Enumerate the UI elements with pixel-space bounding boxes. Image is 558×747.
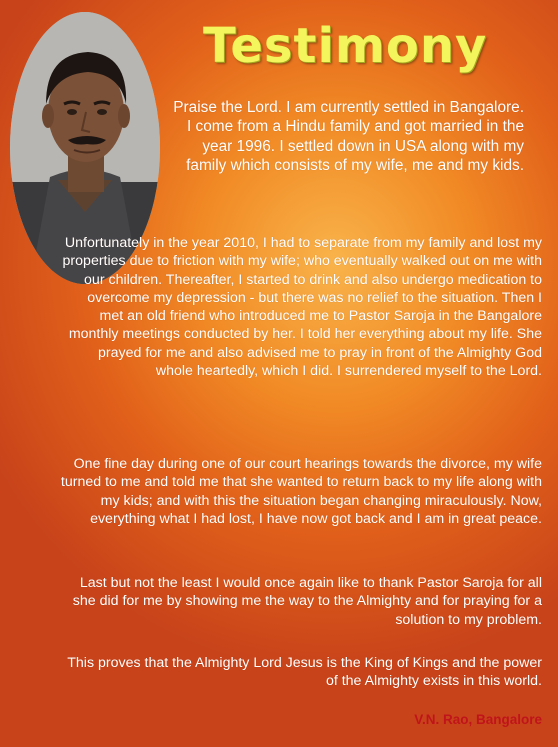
testimony-paragraph-1: Praise the Lord. I am currently settled in Bangalore. I come from a Hindu family and got married in the year 1996. I settled down in USA along with my family which consists of my wife, me and my kids. <box>173 99 524 175</box>
testimony-paragraph-5: This proves that the Almighty Lord Jesus is the King of Kings and the power of the Almighty exists in this world. <box>67 655 542 690</box>
testimony-paragraph-4: Last but not the least I would once again like to thank Pastor Saroja for all she did for me by showing me the way to the Almighty and for praying for a solution to my problem. <box>72 575 542 628</box>
signature: V.N. Rao, Bangalore <box>414 712 542 727</box>
testimony-paragraph-3: One fine day during one of our court hearings towards the divorce, my wife turned to me and told me that she wanted to return back to my life along with my kids; and with this the situation began changing miraculously. Now, everything what I had lost, I have now got back and I am in great peace. <box>60 456 542 527</box>
page-title: Testimony <box>203 18 488 74</box>
testimony-paragraph-2: Unfortunately in the year 2010, I had to separate from my family and lost my properties due to friction with my wife; who eventually walked out on me with our children. Thereafter, I started to drink and also undergo medication to overcome my depression - but there was no relief to the situation. Then I met an old friend who introduced me to Pastor Saroja in the Bangalore monthly meetings conducted by her. I told her everything about my life. She prayed for me and also advised me to pray in front of the Almighty God whole heartedly, which I did. I surrendered myself to the Lord. <box>62 235 542 380</box>
